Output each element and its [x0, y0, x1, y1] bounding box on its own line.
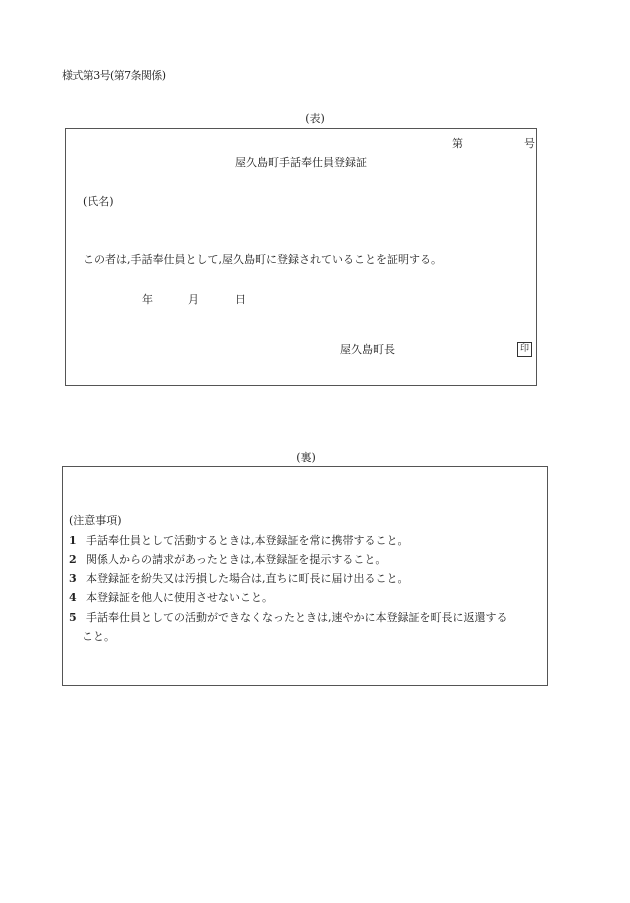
- form-number: 様式第3号(第7条関係): [62, 69, 166, 82]
- date-day-label: 日: [235, 293, 246, 306]
- note-text: 手話奉仕員としての活動ができなくなったときは,速やかに本登録証を町長に返還する: [86, 611, 508, 624]
- notes-heading: (注意事項): [69, 514, 122, 527]
- seal-mark: 印: [517, 342, 532, 357]
- front-card: [65, 128, 537, 386]
- note-item: [69, 570, 409, 586]
- date-month-label: 月: [188, 293, 199, 306]
- certificate-title: 屋久島町手話奉仕員登録証: [235, 156, 367, 169]
- front-side-label: (表): [305, 112, 325, 125]
- issuer-name: 屋久島町長: [340, 343, 395, 356]
- note-item: [69, 532, 409, 548]
- note-item: [69, 589, 273, 605]
- registration-number-suffix: 号: [524, 137, 535, 150]
- note-text: 手話奉仕員として活動するときは,本登録証を常に携帯すること。: [86, 534, 409, 547]
- registration-number-prefix: 第: [452, 137, 463, 150]
- note-item: [69, 551, 386, 567]
- note-text: 関係人からの請求があったときは,本登録証を提示すること。: [86, 553, 387, 566]
- note-number: 1: [69, 534, 77, 547]
- note-number: 2: [69, 553, 77, 566]
- date-year-label: 年: [142, 293, 153, 306]
- note-number: 3: [69, 572, 77, 585]
- back-card: [62, 466, 548, 686]
- note-number: 4: [69, 591, 77, 604]
- note-text: 本登録証を他人に使用させないこと。: [86, 591, 273, 604]
- note-text: 本登録証を紛失又は汚損した場合は,直ちに町長に届け出ること。: [86, 572, 409, 585]
- note-item: [69, 609, 508, 625]
- back-side-label: (裏): [296, 451, 316, 464]
- note-number: 5: [69, 611, 77, 624]
- certification-text: この者は,手話奉仕員として,屋久島町に登録されていることを証明する。: [83, 253, 442, 266]
- name-label: (氏名): [83, 195, 114, 208]
- note-continuation: こと。: [82, 630, 115, 643]
